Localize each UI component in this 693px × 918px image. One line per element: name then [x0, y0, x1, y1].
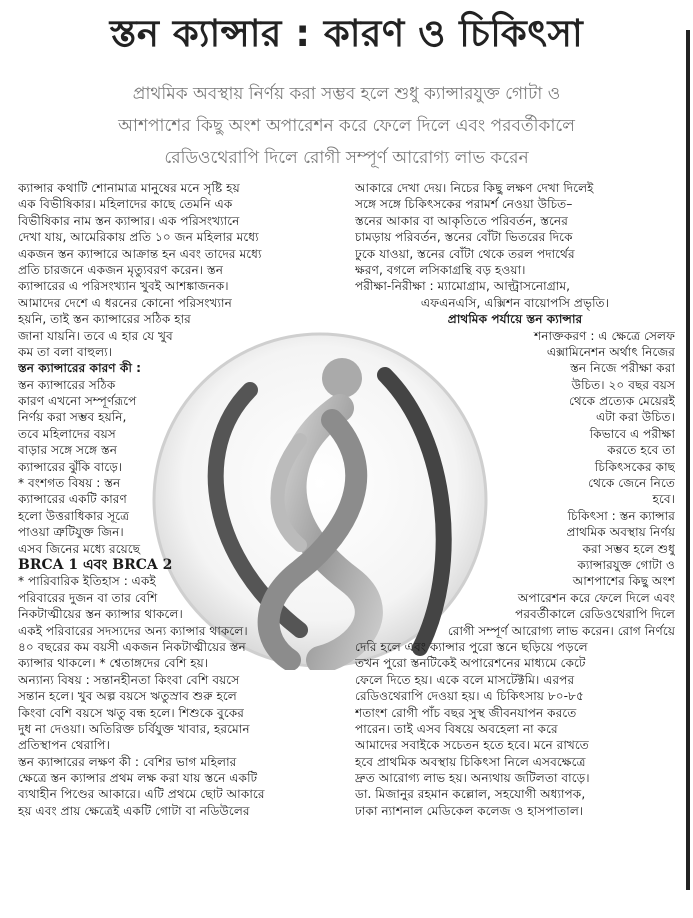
- text-line: ফেলে দিতে হয়। একে বলে মাসটেক্টমি। এরপর: [355, 672, 575, 687]
- text-line: শনাক্তকরণ : এ ক্ষেত্রে সেলফ: [534, 328, 675, 343]
- text-line: হয় এবং প্রায় ক্ষেত্রেই একটি গোটা বা নডিউলের: [18, 803, 250, 818]
- text-line: দেরি হলে এবং ক্যান্সার পুরো স্তনে ছড়িয়ে পড়লে: [355, 639, 588, 654]
- text-line: দ্রুত আরোগ্য লাভ হয়। অন্যথায় জটিলতা বাড়ে।: [355, 771, 590, 786]
- text-line: হয়নি, তাই স্তন ক্যান্সারের সঠিক হার: [18, 312, 191, 327]
- text-line: স্তন ক্যান্সারের সঠিক: [18, 377, 116, 392]
- text-line: কিংবা বেশি বয়সে ঋতু বন্ধ হলে। শিশুকে বুকের: [18, 705, 244, 720]
- text-line: কিভাবে এ পরীক্ষা: [589, 426, 675, 441]
- right-column: [355, 180, 675, 819]
- text-line: প্রতিস্থাপন থেরাপি।: [18, 738, 110, 753]
- text-line: ঢাকা ন্যাশনাল মেডিকেল কলেজ ও হাসপাতাল।: [355, 803, 584, 818]
- text-line: পাওয়া ত্রুটিযুক্ত জিন।: [18, 525, 124, 540]
- text-line: এক্সামিনেশন অর্থাৎ নিজের: [546, 344, 675, 359]
- text-line: দুধ না দেওয়া। অতিরিক্ত চর্বিযুক্ত খাবার, হরমোন: [18, 721, 250, 736]
- text-line: ক্যান্সারযুক্ত গোটা ও: [577, 557, 675, 572]
- text-line: আকারে দেখা দেয়। নিচের কিছু লক্ষণ দেখা দিলেই: [355, 181, 594, 195]
- text-line: আশপাশের কিছু অংশ: [572, 574, 675, 589]
- text-line: অন্যান্য বিষয় : সন্তানহীনতা কিংবা বেশি বয়সে: [18, 672, 240, 687]
- text-line: হলো উত্তরাধিকার সূত্রে: [18, 508, 130, 523]
- text-line: শতাংশ রোগী পাঁচ বছর সুস্থ জীবনযাপন করতে: [355, 705, 577, 720]
- text-line: থেকে জেনে নিতে: [588, 476, 675, 491]
- text-line: করা সম্ভব হলে শুধু: [582, 541, 675, 556]
- text-line: ব্যথাহীন পিণ্ডের আকারে। এটি প্রথমে ছোট আকারে: [18, 787, 265, 802]
- text-line: পরবর্তীকালে রেডিওথেরাপি দিলে: [515, 607, 675, 622]
- text-line: নিকটাত্মীয়ের স্তন ক্যান্সার থাকলে।: [18, 607, 183, 622]
- text-line: কারণ এখনো সম্পূর্ণরূপে: [18, 394, 137, 409]
- text-line: ৪০ বছরের কম বয়সী একজন নিকটাত্মীয়ের স্তন: [18, 639, 246, 654]
- text-line: রেডিওথেরাপি দেওয়া হয়। এ চিকিৎসায় ৮০-৮৫: [355, 689, 584, 704]
- text-line: ক্যান্সার থাকলে। * শ্বেতাঙ্গদের বেশি হয়।: [18, 656, 209, 671]
- text-line: এটা করা উচিত।: [595, 410, 675, 425]
- text-line: থেকে প্রত্যেক মেয়েরই: [568, 394, 675, 409]
- headline: স্তন ক্যান্সার : কারণ ও চিকিৎসা: [109, 12, 584, 55]
- text-line: আমাদের সবাইকে সচেতন হতে হবে। মনে রাখতে: [355, 738, 589, 753]
- text-line: রোগী সম্পূর্ণ আরোগ্য লাভ করেন। রোগ নির্ণয়ে: [447, 623, 675, 638]
- left-column: [18, 180, 348, 819]
- text-line: করতে হবে তা: [607, 443, 675, 458]
- text-line: স্তন নিজে পরীক্ষা করা: [570, 361, 675, 376]
- text-line: বিভীষিকার নাম স্তন ক্যান্সার। এক পরিসংখ্যানে: [18, 213, 240, 228]
- text-line: স্তন ক্যান্সারের লক্ষণ কী : বেশির ভাগ মহিলার: [18, 754, 237, 769]
- text-line: এসব জিনের মধ্যে রয়েছে: [18, 541, 141, 556]
- text-line: ডা. মিজানুর রহমান কল্লোল, সহযোগী অধ্যাপক,: [355, 787, 586, 802]
- text-line: চামড়ায় পরিবর্তন, স্তনের বোঁটা ভিতরের দিকে: [355, 230, 573, 245]
- text-line: ক্যান্সারের এ পরিসংখ্যান খুবই আশঙ্কাজনক।: [18, 279, 229, 294]
- text-line: সঙ্গে সঙ্গে চিকিৎসকের পরামর্শ নেওয়া উচিত–: [355, 197, 573, 212]
- text-line: ক্যান্সার কথাটি শোনামাত্র মানুষের মনে সৃষ্টি হয়: [18, 181, 240, 195]
- text-line: একই পরিবারের সদস্যদের অন্য ক্যান্সার থাকলে।: [18, 623, 248, 638]
- text-line: স্তন ক্যান্সারের কারণ কী :: [18, 361, 142, 376]
- text-line: সন্তান হলে। খুব অল্প বয়সে ঋতুস্রাব শুরু হলে: [18, 689, 237, 704]
- text-line: পরিবারের দুজন বা তার বেশি: [18, 590, 158, 605]
- text-line: উচিত। ২০ বছর বয়স: [571, 377, 675, 392]
- text-line: পারেন। তাই এসব বিষয়ে অবহেলা না করে: [355, 721, 558, 736]
- subheading-line: আশপাশের কিছু অংশ অপারেশন করে ফেলে দিলে এবং পরবর্তীকালে: [118, 116, 575, 136]
- text-line: চিকিৎসা : স্তন ক্যান্সার: [567, 508, 675, 523]
- subheading-line: রেডিওথেরাপি দিলে রোগী সম্পূর্ণ আরোগ্য লাভ করেন: [164, 148, 529, 168]
- text-line: তবে মহিলাদের বয়স: [18, 426, 116, 441]
- text-line: হবে।: [652, 492, 675, 507]
- text-line: পরীক্ষা-নিরীক্ষা : ম্যামোগ্রাম, আল্ট্রাসনোগ্রাম,: [355, 279, 571, 294]
- text-line: হবে প্রাথমিক অবস্থায় চিকিৎসা নিলে এসবক্ষেত্রে: [355, 754, 586, 769]
- text-line: কম তা বলা বাহুল্য।: [18, 344, 113, 359]
- text-line: প্রাথমিক অবস্থায় নির্ণয়: [566, 525, 675, 540]
- text-line: প্রাথমিক পর্যায়ে স্তন ক্যান্সার: [447, 312, 583, 327]
- text-line: এফএনএসি, এক্সিশন বায়োপসি প্রভৃতি।: [420, 295, 610, 310]
- text-line: স্তনের আকার বা আকৃতিতে পরিবর্তন, স্তনের: [355, 213, 568, 228]
- column-rule: [686, 30, 690, 890]
- text-line: জানা যায়নি। তবে এ হার যে খুব: [18, 328, 173, 343]
- text-line: ক্যান্সারের ঝুঁকি বাড়ে।: [18, 459, 123, 474]
- text-line: * পারিবারিক ইতিহাস : একই: [18, 574, 156, 589]
- text-line: ক্ষেত্রে স্তন ক্যান্সার প্রথম লক্ষ করা যায় স্তনে একটি: [18, 771, 258, 786]
- text-line: দেখা যায়, আমেরিকায় প্রতি ১০ জন মহিলার মধ্যে: [18, 230, 259, 245]
- subheading-line: প্রাথমিক অবস্থায় নির্ণয় করা সম্ভব হলে শুধু ক্যান্সারযুক্ত গোটা ও: [132, 84, 561, 104]
- text-line: BRCA 1 এবং BRCA 2: [18, 556, 173, 573]
- subheading: [30, 78, 663, 174]
- text-line: ক্ষরণ, বগলে লসিকাগ্রন্থি বড় হওয়া।: [355, 262, 526, 277]
- text-line: ঢুকে যাওয়া, স্তনের বোঁটা থেকে তরল পদার্থের: [355, 246, 575, 261]
- text-line: চিকিৎসকের কাছ: [594, 459, 675, 474]
- text-line: বাড়ার সঙ্গে সঙ্গে স্তন: [18, 443, 117, 458]
- text-line: আমাদের দেশে এ ধরনের কোনো পরিসংখ্যান: [18, 295, 232, 310]
- text-line: প্রতি চারজনে একজন মৃত্যুবরণ করেন। স্তন: [18, 262, 224, 277]
- text-line: নির্ণয় করা সম্ভব হয়নি,: [18, 410, 127, 425]
- text-line: অপারেশন করে ফেলে দিলে এবং: [517, 590, 675, 605]
- text-line: তখন পুরো স্তনটিকেই অপারেশনের মাধ্যমে কেটে: [355, 656, 586, 671]
- text-line: ক্যান্সারের একটি কারণ: [18, 492, 127, 507]
- text-line: এক বিভীষিকার। মহিলাদের কাছে তেমনি এক: [18, 197, 233, 212]
- text-line: একজন স্তন ক্যান্সারে আক্রান্ত হন এবং তাদের মধ্যে: [18, 246, 262, 261]
- text-line: * বংশগত বিষয় : স্তন: [18, 476, 121, 491]
